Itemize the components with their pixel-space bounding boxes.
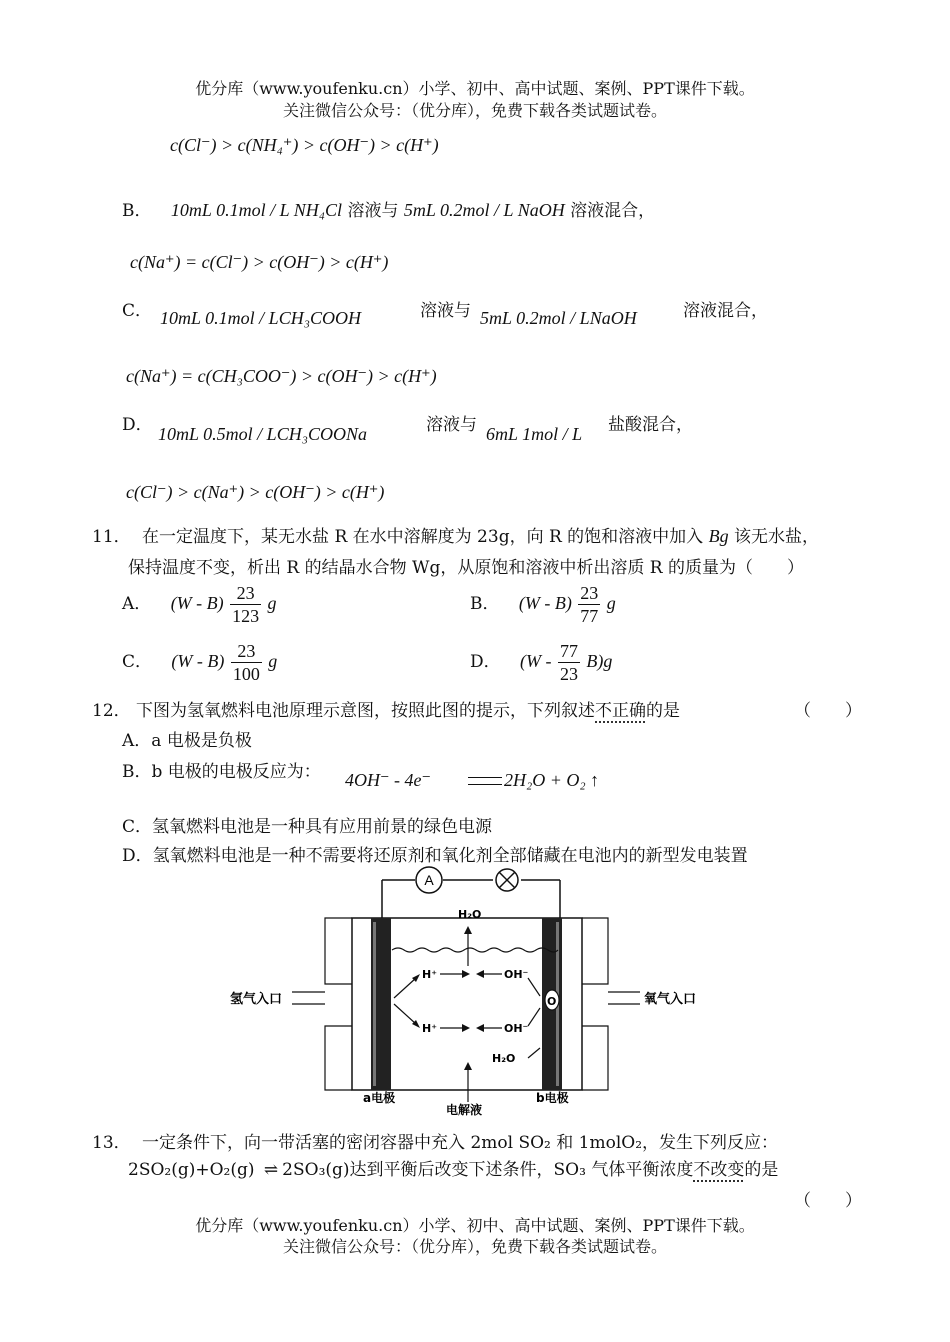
- q12-number: 12．: [92, 701, 131, 721]
- q13-line2c: 的是: [744, 1160, 779, 1180]
- q11-option-b: [470, 582, 616, 627]
- q11-line-1: [92, 522, 819, 547]
- q10-b-line: [122, 196, 655, 221]
- electrode-a-label: a电极: [363, 1091, 396, 1105]
- q10-c-relation: c(Na⁺) = c(CH₃COO⁻) > c(OH⁻) > c(H⁺): [126, 366, 437, 386]
- header-line-2: 关注微信公众号：（优分库），免费下载各类试题试卷。: [282, 101, 667, 120]
- q12-stem-b: 的是: [646, 701, 681, 721]
- q10-d-relation: c(Cl⁻) > c(Na⁺) > c(OH⁻) > c(H⁺): [126, 482, 385, 502]
- q10-b-relation: c(Na⁺) = c(Cl⁻) > c(OH⁻) > c(H⁺): [130, 252, 389, 272]
- q11-a-num: 23: [230, 582, 261, 605]
- q11-a-unit: g: [267, 593, 277, 613]
- q11-a-pre: (W - B): [170, 593, 224, 613]
- electrode-b-label: b电极: [536, 1091, 569, 1105]
- q10-c-text4: 溶液混合，: [683, 301, 768, 321]
- q11-b-den: 77: [580, 606, 599, 626]
- q12-option-d: D．氢氧燃料电池是一种不需要将还原剂和氧化剂全部储藏在电池内的新型发电装置: [122, 846, 748, 866]
- equilibrium-equals-sign: [468, 777, 502, 785]
- q10-b-label: B．: [122, 201, 152, 221]
- oh-minus-1: OH⁻: [504, 968, 529, 981]
- q10-a-relation: c(Cl⁻) > c(NH₄⁺) > c(OH⁻) > c(H⁺): [170, 135, 439, 155]
- q13-line2b: 2SO₃(g)达到平衡后改变下述条件，SO₃ 气体平衡浓度: [282, 1160, 694, 1180]
- q11-c-pre: (W - B): [171, 651, 225, 671]
- q10-d-text3: 6mL 1mol / L: [486, 424, 583, 444]
- q11-c-label: C．: [122, 652, 153, 672]
- q10-c-text2: 溶液与: [420, 301, 471, 321]
- q12-stem-a: 下图为氢氧燃料电池原理示意图，按照此图的提示，下列叙述: [136, 701, 596, 721]
- oxygen-inlet-label: 氧气入口: [644, 992, 697, 1007]
- electrolyte-surface: [392, 948, 558, 952]
- q11-d-den: 23: [559, 664, 578, 684]
- h-plus-2: H⁺: [422, 1022, 438, 1035]
- q11-d-pre: (W -: [520, 651, 552, 671]
- bottom-water-label: H₂O: [492, 1052, 516, 1065]
- q10-b-text2: 溶液与: [347, 201, 399, 221]
- q11-b-pre: (W - B): [518, 593, 572, 613]
- q12-option-a: A．a 电极是负极: [122, 731, 252, 751]
- q13-equilibrium-arrow: ⇌: [263, 1160, 279, 1180]
- h-plus-1: H⁺: [422, 968, 438, 981]
- q13-line-1: [92, 1128, 778, 1153]
- q11-line1a: 在一定温度下，某无水盐 R 在水中溶解度为 23g，向 R 的饱和溶液中加入: [142, 527, 704, 547]
- q12-paren: （ ）: [794, 701, 862, 721]
- q10-c-text3: 5mL 0.2mol / LNaOH: [480, 308, 637, 328]
- q11-line1b: Bg: [708, 526, 729, 546]
- q11-d-post: B)g: [586, 651, 613, 671]
- q12-stem: [92, 696, 680, 721]
- fuel-cell-diagram: [230, 866, 740, 1116]
- q11-line-2: 保持温度不变，析出 R 的结晶水合物 Wg，从原饱和溶液中析出溶质 R 的质量为（ ）: [128, 558, 804, 578]
- q10-b-text1: 10mL 0.1mol / L NH₄Cl: [170, 200, 343, 220]
- q11-b-unit: g: [606, 593, 616, 613]
- footer-line-1: 优分库（www.youfenku.cn）小学、初中、高中试题、案例、PPT课件下载。: [195, 1216, 755, 1235]
- q11-a-fraction: [230, 582, 261, 627]
- q11-a-label: A．: [122, 594, 152, 614]
- header-line-1: 优分库（www.youfenku.cn）小学、初中、高中试题、案例、PPT课件下载。: [195, 79, 755, 98]
- q11-option-c: [122, 640, 277, 685]
- q11-c-den: 100: [232, 664, 260, 684]
- q10-d-text2: 溶液与: [426, 415, 477, 435]
- q11-b-fraction: [578, 582, 600, 627]
- q10-b-text3: 5mL 0.2mol / L NaOH: [403, 200, 565, 220]
- q11-c-unit: g: [268, 651, 278, 671]
- q10-d-text4: 盐酸混合，: [608, 415, 693, 435]
- q11-a-den: 123: [232, 606, 260, 626]
- q10-d-label: D．: [122, 415, 153, 435]
- q12-stem-emph: 不正确: [595, 701, 647, 721]
- q10-c-text1: 10mL 0.1mol / LCH₃COOH: [160, 308, 361, 328]
- q11-c-num: 23: [231, 640, 262, 663]
- q11-b-label: B．: [470, 594, 500, 614]
- q11-d-fraction: [558, 640, 580, 685]
- q10-d-text1: 10mL 0.5mol / LCH₃COONa: [158, 424, 367, 444]
- top-water-label: H₂O: [458, 908, 482, 921]
- q13-line1: 一定条件下，向一带活塞的密闭容器中充入 2mol SO₂ 和 1molO₂，发生下列反应：: [142, 1133, 779, 1153]
- ammeter-label: A: [424, 872, 434, 888]
- q11-d-label: D．: [470, 652, 501, 672]
- oh-minus-2: OH⁻: [504, 1022, 529, 1035]
- q13-number: 13．: [92, 1133, 131, 1153]
- q12-b-eq-left: 4OH⁻ - 4e⁻: [345, 770, 431, 790]
- oxygen-at-electrode-b: O: [547, 995, 557, 1008]
- q11-number: 11．: [92, 527, 131, 547]
- q11-option-d: [470, 640, 612, 685]
- electrolyte-label: 电解液: [446, 1103, 483, 1116]
- hydrogen-inlet-label: 氢气入口: [230, 992, 283, 1007]
- q11-d-num: 77: [559, 641, 578, 661]
- q12-b-eq-right: 2H₂O + O₂ ↑: [504, 770, 600, 790]
- q10-c-label: C．: [122, 301, 153, 321]
- q12-option-b: B．b 电极的电极反应为：: [122, 762, 321, 782]
- q11-option-a: [122, 582, 276, 627]
- q11-b-num: 23: [580, 583, 599, 603]
- q13-paren: （ ）: [794, 1191, 862, 1211]
- q13-line2-emph: 不改变: [693, 1160, 745, 1180]
- footer-line-2: 关注微信公众号：（优分库），免费下载各类试题试卷。: [282, 1237, 667, 1256]
- q13-line2a: 2SO₂(g)+O₂(g): [128, 1160, 255, 1180]
- q11-line1c: 该无水盐，: [734, 527, 819, 547]
- q12-option-c: C．氢氧燃料电池是一种具有应用前景的绿色电源: [122, 817, 493, 837]
- q13-line-2: [128, 1155, 778, 1180]
- q10-b-text4: 溶液混合，: [570, 201, 656, 221]
- q11-c-fraction: [231, 640, 262, 685]
